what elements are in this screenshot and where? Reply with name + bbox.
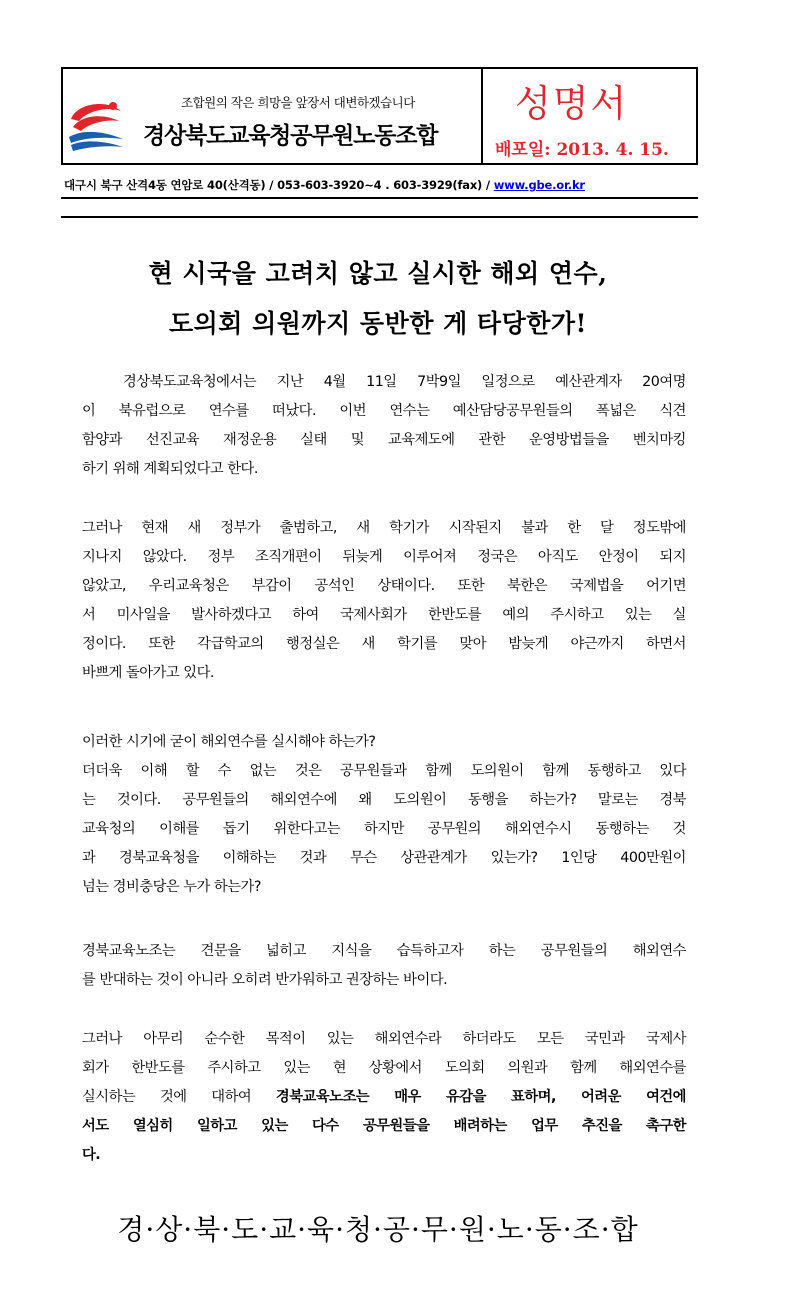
document-type-title: 성명서 [515,82,629,125]
body-line: 정이다. 또한 각급학교의 행정실은 새 학기를 맞아 밤늦게 야근까지 하면서 [82,636,686,652]
body-line: 넘는 경비충당은 누가 하는가? [82,879,261,895]
body-line: 바쁘게 돌아가고 있다. [82,665,214,681]
release-date: 배포일: 2013. 4. 15. [495,140,669,160]
emphasis-line: 서도 열심히 일하고 있는 다수 공무원들을 배려하는 업무 추진을 촉구한 [82,1118,686,1134]
address-text: 대구시 북구 산격4동 연암로 40(산격동) / 053-603-3920~4 . 603-3929(fax) / [64,178,494,192]
letterhead-box [61,67,698,165]
contact-address [64,177,585,193]
union-name: 경상북도교육청공무원노동조합 [143,123,438,149]
body-line: 서 미사일을 발사하겠다고 하여 국제사회가 한반도를 예의 주시하고 있는 실 [82,607,686,623]
body-line: 않았고, 우리교육청은 부감이 공석인 상태이다. 또한 북한은 국제법을 어기면 [82,578,686,594]
body-line: 경상북도교육청에서는 지난 4월 11일 7박9일 일정으로 예산관계자 20여명 [82,374,686,390]
body-line: 회가 한반도를 주시하고 있는 현 상황에서 도의회 의원과 함께 해외연수를 [82,1060,686,1076]
divider-line [61,197,698,199]
paragraph-2 [82,514,686,688]
body-line: 더더욱 이해 할 수 없는 것은 공무원들과 함께 도의원이 함께 동행하고 있다 [82,763,686,779]
headline-line-1: 현 시국을 고려치 않고 실시한 해외 연수, [148,259,608,288]
website-link[interactable]: www.gbe.or.kr [493,178,585,192]
emphasis-text: 경북교육노조는 매우 유감을 표하며, 어려운 여건에 [275,1089,686,1105]
divider-line [61,216,698,218]
body-line: 그러나 현재 새 정부가 출범하고, 새 학기가 시작된지 불과 한 달 정도밖에 [82,520,686,536]
body-line: 는 것이다. 공무원들의 해외연수에 왜 도의원이 동행을 하는가? 말로는 경북 [82,792,686,808]
union-logo-icon [67,97,125,153]
headline-line-2: 도의회 의원까지 동반한 게 타당한가! [168,309,588,338]
body-text: 실시하는 것에 대하여 [82,1089,276,1105]
body-line: 함양과 선진교육 재정운용 실태 및 교육제도에 관한 운영방법들을 벤치마킹 [82,432,686,448]
body-line: 지나지 않았다. 정부 조직개편이 뒤늦게 이루어져 정국은 아직도 안정이 되지 [82,549,686,565]
signature-union-name: 경·상·북·도·교·육·청·공·무·원·노·동·조·합 [117,1213,639,1246]
paragraph-5 [82,1025,686,1170]
emphasis-line: 다. [82,1147,101,1163]
body-line-mixed [82,1083,686,1112]
paragraph-3 [82,728,686,902]
union-slogan: 조합원의 작은 희망을 앞장서 대변하겠습니다 [181,95,415,110]
header-divider [481,69,483,163]
body-line: 과 경북교육청을 이해하는 것과 무슨 상관관계가 있는가? 1인당 400만원이 [82,850,686,866]
body-line: 그러나 아무리 순수한 목적이 있는 해외연수라 하더라도 모든 국민과 국제사 [82,1031,686,1047]
paragraph-4 [82,937,686,995]
body-line: 이 북유럽으로 연수를 떠났다. 이번 연수는 예산담당공무원들의 폭넓은 식견 [82,403,686,419]
body-line: 교육청의 이해를 돕기 위한다고는 하지만 공무원의 해외연수시 동행하는 것 [82,821,686,837]
paragraph-1 [82,368,686,484]
body-line: 하기 위해 계획되었다고 한다. [82,461,258,477]
body-line: 경북교육노조는 견문을 넓히고 지식을 습득하고자 하는 공무원들의 해외연수 [82,943,686,959]
body-line: 를 반대하는 것이 아니라 오히려 반가워하고 권장하는 바이다. [82,972,448,988]
body-line: 이러한 시기에 굳이 해외연수를 실시해야 하는가? [82,734,376,750]
